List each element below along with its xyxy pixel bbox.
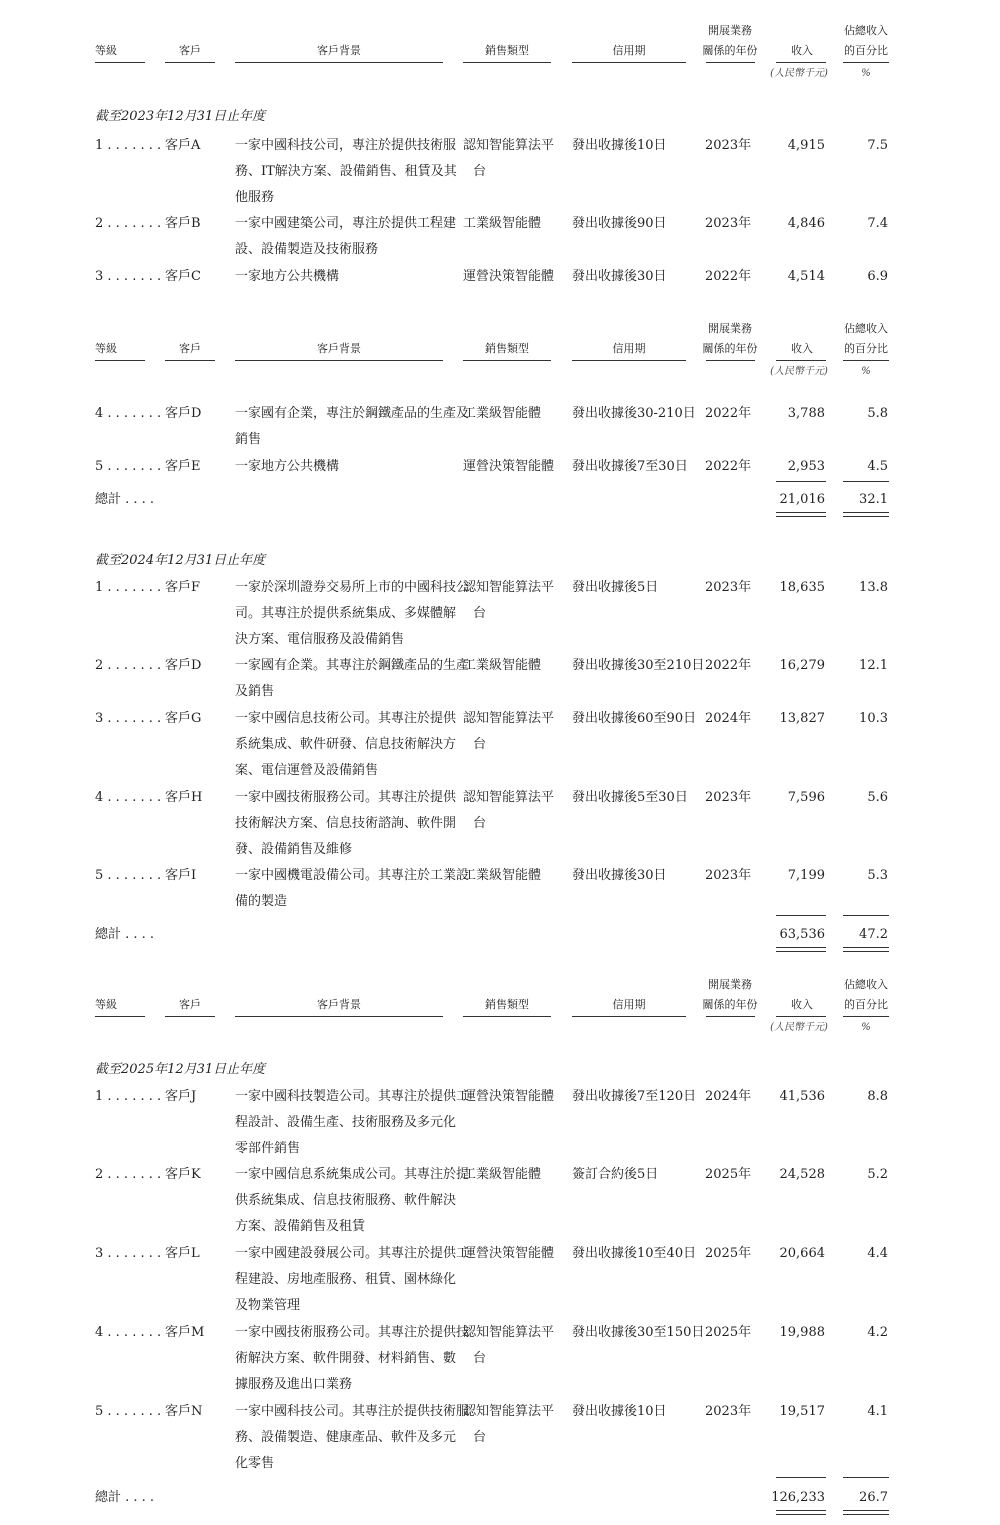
header-year-line1: 開展業務 (708, 978, 752, 991)
row-background-line: 及物業管理 (235, 1298, 301, 1313)
row-year: 2022年 (705, 658, 752, 673)
row-background-line: 程建設、房地產服務、租賃、園林綠化 (235, 1272, 457, 1287)
revenue-unit: (人民幣千元) (770, 366, 828, 377)
subtotal-rule (776, 1477, 826, 1478)
row-revenue: 18,635 (779, 580, 825, 595)
row-background-line: 銷售 (235, 432, 262, 447)
total-pct: 47.2 (859, 927, 888, 942)
row-year: 2022年 (705, 406, 752, 421)
row-pct: 4.5 (867, 459, 888, 474)
header-rule (776, 360, 826, 361)
row-customer: 客戶J (165, 1089, 197, 1104)
header-year-line1: 開展業務 (708, 24, 752, 37)
header-pct-line1: 佔總收入 (844, 978, 888, 991)
row-background-line: 一家中國技術服務公司。其專注於提供技 (235, 1325, 470, 1340)
row-background-line: 供系統集成、信息技術服務、軟件解決 (235, 1193, 457, 1208)
row-year: 2023年 (705, 868, 752, 883)
row-background-line: 化零售 (235, 1456, 275, 1471)
row-year: 2024年 (705, 1089, 752, 1104)
row-credit: 發出收據後30至210日 (572, 658, 705, 673)
row-rank: 1 . . . . . . . (95, 580, 162, 595)
header-credit: 信用期 (612, 44, 646, 57)
row-background-line: 務、設備製造、健康產品、軟件及多元 (235, 1430, 457, 1445)
row-background-line: 一家地方公共機構 (235, 269, 340, 284)
subtotal-rule (843, 481, 889, 482)
row-credit: 發出收據後5至30日 (572, 790, 688, 805)
row-background-line: 一家中國信息技術公司。其專注於提供 (235, 711, 457, 726)
header-rule (165, 360, 215, 361)
row-year: 2022年 (705, 269, 752, 284)
row-background-line: 一家國有企業，專注於鋼鐵產品的生產及 (235, 406, 470, 421)
row-background-line: 一家中國科技公司，專注於提供技術服 (235, 138, 457, 153)
row-year: 2025年 (705, 1167, 752, 1182)
row-sales-type-line: 運營決策智能體 (463, 269, 555, 284)
header-pct-line1: 佔總收入 (844, 322, 888, 335)
row-sales-type-line: 工業級智能體 (463, 868, 542, 883)
row-sales-type-line: 台 (473, 816, 487, 831)
row-customer: 客戶A (165, 138, 201, 153)
total-double-rule (843, 1510, 889, 1511)
row-year: 2024年 (705, 711, 752, 726)
row-sales-type-line: 台 (473, 1430, 487, 1445)
header-rule (776, 1016, 826, 1017)
row-sales-type-line: 台 (473, 737, 487, 752)
row-pct: 5.2 (867, 1167, 888, 1182)
header-customer: 客戶 (179, 998, 201, 1011)
row-sales-type-line: 運營決策智能體 (463, 459, 555, 474)
header-background: 客戶背景 (317, 998, 361, 1011)
header-rule (463, 360, 551, 361)
row-background-line: 他服務 (235, 190, 275, 205)
row-rank: 1 . . . . . . . (95, 1089, 162, 1104)
row-background-line: 一家於深圳證券交易所上市的中國科技公 (235, 580, 470, 595)
row-year: 2023年 (705, 790, 752, 805)
header-rule (776, 62, 826, 63)
header-year-line2: 關係的年份 (702, 44, 758, 57)
header-rule (572, 360, 686, 361)
row-background-line: 備的製造 (235, 894, 288, 909)
row-rank: 3 . . . . . . . (95, 269, 162, 284)
total-double-rule (776, 951, 826, 952)
row-background-line: 案、電信運營及設備銷售 (235, 763, 379, 778)
header-grade: 等級 (95, 44, 117, 57)
header-grade: 等級 (95, 342, 117, 355)
row-background-line: 一家中國科技製造公司。其專注於提供工 (235, 1089, 470, 1104)
row-background-line: 一家地方公共機構 (235, 459, 340, 474)
row-background-line: 系統集成、軟件研發、信息技術解決方 (235, 737, 457, 752)
row-pct: 10.3 (859, 711, 888, 726)
subtotal-rule (776, 481, 826, 482)
row-pct: 8.8 (867, 1089, 888, 1104)
header-credit: 信用期 (612, 342, 646, 355)
row-pct: 5.3 (867, 868, 888, 883)
row-customer: 客戶N (165, 1404, 203, 1419)
row-credit: 發出收據後7至120日 (572, 1089, 697, 1104)
header-rule (706, 360, 755, 361)
row-revenue: 41,536 (779, 1089, 825, 1104)
row-customer: 客戶K (165, 1167, 201, 1182)
row-credit: 發出收據後30-210日 (572, 406, 696, 421)
total-double-rule (776, 1510, 826, 1511)
row-rank: 5 . . . . . . . (95, 868, 162, 883)
header-pct-line2: 的百分比 (844, 342, 888, 355)
row-credit: 發出收據後60至90日 (572, 711, 697, 726)
row-revenue: 7,199 (787, 868, 825, 883)
total-pct: 32.1 (859, 492, 888, 507)
row-customer: 客戶C (165, 269, 201, 284)
row-customer: 客戶F (165, 580, 201, 595)
row-rank: 3 . . . . . . . (95, 711, 162, 726)
row-revenue: 2,953 (787, 459, 825, 474)
header-rule (463, 1016, 551, 1017)
row-customer: 客戶I (165, 868, 197, 883)
total-double-rule (776, 947, 826, 948)
row-credit: 發出收據後5日 (572, 580, 659, 595)
row-revenue: 16,279 (779, 658, 825, 673)
section-title: 截至2024年12月31日止年度 (95, 553, 266, 568)
header-sales-type: 銷售類型 (485, 44, 529, 57)
header-rule (843, 360, 889, 361)
row-rank: 4 . . . . . . . (95, 790, 162, 805)
row-background-line: 設、設備製造及技術服務 (235, 242, 379, 257)
subtotal-rule (843, 1477, 889, 1478)
header-credit: 信用期 (612, 998, 646, 1011)
row-year: 2022年 (705, 459, 752, 474)
row-background-line: 一家中國機電設備公司。其專注於工業設 (235, 868, 470, 883)
row-rank: 2 . . . . . . . (95, 1167, 162, 1182)
row-year: 2023年 (705, 1404, 752, 1419)
row-credit: 發出收據後90日 (572, 216, 667, 231)
row-sales-type-line: 工業級智能體 (463, 1167, 542, 1182)
total-double-rule (843, 947, 889, 948)
header-revenue: 收入 (791, 342, 813, 355)
row-sales-type-line: 工業級智能體 (463, 658, 542, 673)
row-background-line: 零部件銷售 (235, 1141, 301, 1156)
row-pct: 7.5 (867, 138, 888, 153)
row-sales-type-line: 運營決策智能體 (463, 1246, 555, 1261)
row-year: 2023年 (705, 580, 752, 595)
total-revenue: 63,536 (779, 927, 825, 942)
row-revenue: 4,846 (787, 216, 825, 231)
row-pct: 5.8 (867, 406, 888, 421)
row-background-line: 決方案、電信服務及設備銷售 (235, 632, 405, 647)
row-revenue: 13,827 (779, 711, 825, 726)
header-rule (843, 62, 889, 63)
row-customer: 客戶L (165, 1246, 200, 1261)
subtotal-rule (776, 915, 826, 916)
row-background-line: 術解決方案、軟件開發、材料銷售、數 (235, 1351, 457, 1366)
row-background-line: 一家中國科技公司。其專注於提供技術服 (235, 1404, 470, 1419)
row-credit: 簽訂合約後5日 (572, 1167, 659, 1182)
row-customer: 客戶D (165, 658, 202, 673)
revenue-unit: (人民幣千元) (770, 1022, 828, 1033)
subtotal-rule (843, 915, 889, 916)
row-rank: 3 . . . . . . . (95, 1246, 162, 1261)
row-revenue: 19,988 (779, 1325, 825, 1340)
total-double-rule (776, 516, 826, 517)
total-double-rule (843, 1514, 889, 1515)
total-label: 總計 . . . . (95, 1490, 155, 1505)
row-year: 2023年 (705, 216, 752, 231)
total-label: 總計 . . . . (95, 927, 155, 942)
total-double-rule (843, 516, 889, 517)
row-rank: 2 . . . . . . . (95, 216, 162, 231)
row-customer: 客戶M (165, 1325, 205, 1340)
row-sales-type-line: 工業級智能體 (463, 406, 542, 421)
total-revenue: 126,233 (771, 1490, 825, 1505)
row-pct: 5.6 (867, 790, 888, 805)
header-customer: 客戶 (179, 44, 201, 57)
row-credit: 發出收據後30日 (572, 269, 667, 284)
row-credit: 發出收據後30至150日 (572, 1325, 705, 1340)
header-rule (165, 1016, 215, 1017)
row-background-line: 方案、設備銷售及租賃 (235, 1219, 366, 1234)
header-rule (235, 62, 443, 63)
total-label: 總計 . . . . (95, 492, 155, 507)
row-background-line: 一家國有企業。其專注於鋼鐵產品的生產 (235, 658, 470, 673)
total-double-rule (776, 1514, 826, 1515)
header-rule (165, 62, 215, 63)
row-year: 2025年 (705, 1246, 752, 1261)
header-customer: 客戶 (179, 342, 201, 355)
row-credit: 發出收據後10至40日 (572, 1246, 697, 1261)
row-revenue: 20,664 (779, 1246, 825, 1261)
row-year: 2023年 (705, 138, 752, 153)
row-revenue: 4,915 (787, 138, 825, 153)
header-revenue: 收入 (791, 44, 813, 57)
total-pct: 26.7 (859, 1490, 888, 1505)
row-sales-type-line: 認知智能算法平 (463, 711, 555, 726)
row-sales-type-line: 台 (473, 1351, 487, 1366)
pct-unit: % (861, 1022, 871, 1033)
section-title: 截至2023年12月31日止年度 (95, 109, 266, 124)
row-pct: 4.2 (867, 1325, 888, 1340)
header-rule (235, 360, 443, 361)
row-sales-type-line: 台 (473, 164, 487, 179)
header-rule (235, 1016, 443, 1017)
row-revenue: 7,596 (787, 790, 825, 805)
row-pct: 13.8 (859, 580, 888, 595)
header-grade: 等級 (95, 998, 117, 1011)
row-rank: 4 . . . . . . . (95, 406, 162, 421)
row-background-line: 技術解決方案、信息技術諮詢、軟件開 (235, 816, 457, 831)
row-background-line: 一家中國建設發展公司。其專注於提供工 (235, 1246, 470, 1261)
row-rank: 4 . . . . . . . (95, 1325, 162, 1340)
row-sales-type-line: 認知智能算法平 (463, 138, 555, 153)
row-customer: 客戶G (165, 711, 202, 726)
header-sales-type: 銷售類型 (485, 998, 529, 1011)
header-year-line1: 開展業務 (708, 322, 752, 335)
row-credit: 發出收據後30日 (572, 868, 667, 883)
row-customer: 客戶H (165, 790, 203, 805)
section-title: 截至2025年12月31日止年度 (95, 1062, 266, 1077)
row-sales-type-line: 台 (473, 606, 487, 621)
row-rank: 1 . . . . . . . (95, 138, 162, 153)
header-rule (95, 360, 145, 361)
header-pct-line1: 佔總收入 (844, 24, 888, 37)
header-rule (463, 62, 551, 63)
row-background-line: 一家中國技術服務公司。其專注於提供 (235, 790, 457, 805)
row-pct: 4.1 (867, 1404, 888, 1419)
total-double-rule (843, 512, 889, 513)
header-rule (95, 62, 145, 63)
row-background-line: 及銷售 (235, 684, 275, 699)
row-year: 2025年 (705, 1325, 752, 1340)
row-background-line: 一家中國建築公司，專注於提供工程建 (235, 216, 457, 231)
row-revenue: 19,517 (779, 1404, 825, 1419)
header-rule (572, 62, 686, 63)
row-rank: 2 . . . . . . . (95, 658, 162, 673)
header-background: 客戶背景 (317, 44, 361, 57)
row-credit: 發出收據後10日 (572, 138, 667, 153)
row-background-line: 發、設備銷售及維修 (235, 842, 353, 857)
row-customer: 客戶E (165, 459, 201, 474)
header-rule (572, 1016, 686, 1017)
pct-unit: % (861, 366, 871, 377)
revenue-unit: (人民幣千元) (770, 68, 828, 79)
header-pct-line2: 的百分比 (844, 44, 888, 57)
row-sales-type-line: 運營決策智能體 (463, 1089, 555, 1104)
total-double-rule (776, 512, 826, 513)
header-sales-type: 銷售類型 (485, 342, 529, 355)
row-background-line: 據服務及進出口業務 (235, 1377, 353, 1392)
row-revenue: 3,788 (787, 406, 825, 421)
row-pct: 6.9 (867, 269, 888, 284)
row-background-line: 程設計、設備生產、技術服務及多元化 (235, 1115, 457, 1130)
row-background-line: 一家中國信息系統集成公司。其專注於提 (235, 1167, 470, 1182)
row-sales-type-line: 認知智能算法平 (463, 580, 555, 595)
header-rule (706, 62, 755, 63)
row-rank: 5 . . . . . . . (95, 459, 162, 474)
row-rank: 5 . . . . . . . (95, 1404, 162, 1419)
row-background-line: 司。其專注於提供系統集成、多媒體解 (235, 606, 457, 621)
row-customer: 客戶D (165, 406, 202, 421)
total-revenue: 21,016 (779, 492, 825, 507)
row-pct: 12.1 (859, 658, 888, 673)
pct-unit: % (861, 68, 871, 79)
row-credit: 發出收據後7至30日 (572, 459, 688, 474)
row-pct: 7.4 (867, 216, 888, 231)
header-rule (706, 1016, 755, 1017)
header-year-line2: 關係的年份 (702, 342, 758, 355)
total-double-rule (843, 951, 889, 952)
row-sales-type-line: 認知智能算法平 (463, 790, 555, 805)
header-year-line2: 關係的年份 (702, 998, 758, 1011)
row-revenue: 4,514 (787, 269, 825, 284)
header-rule (843, 1016, 889, 1017)
row-sales-type-line: 認知智能算法平 (463, 1404, 555, 1419)
header-rule (95, 1016, 145, 1017)
row-credit: 發出收據後10日 (572, 1404, 667, 1419)
header-background: 客戶背景 (317, 342, 361, 355)
row-revenue: 24,528 (779, 1167, 825, 1182)
row-pct: 4.4 (867, 1246, 888, 1261)
row-sales-type-line: 認知智能算法平 (463, 1325, 555, 1340)
header-revenue: 收入 (791, 998, 813, 1011)
row-background-line: 務、IT解決方案、設備銷售、租賃及其 (235, 164, 457, 179)
row-customer: 客戶B (165, 216, 201, 231)
row-sales-type-line: 工業級智能體 (463, 216, 542, 231)
header-pct-line2: 的百分比 (844, 998, 888, 1011)
